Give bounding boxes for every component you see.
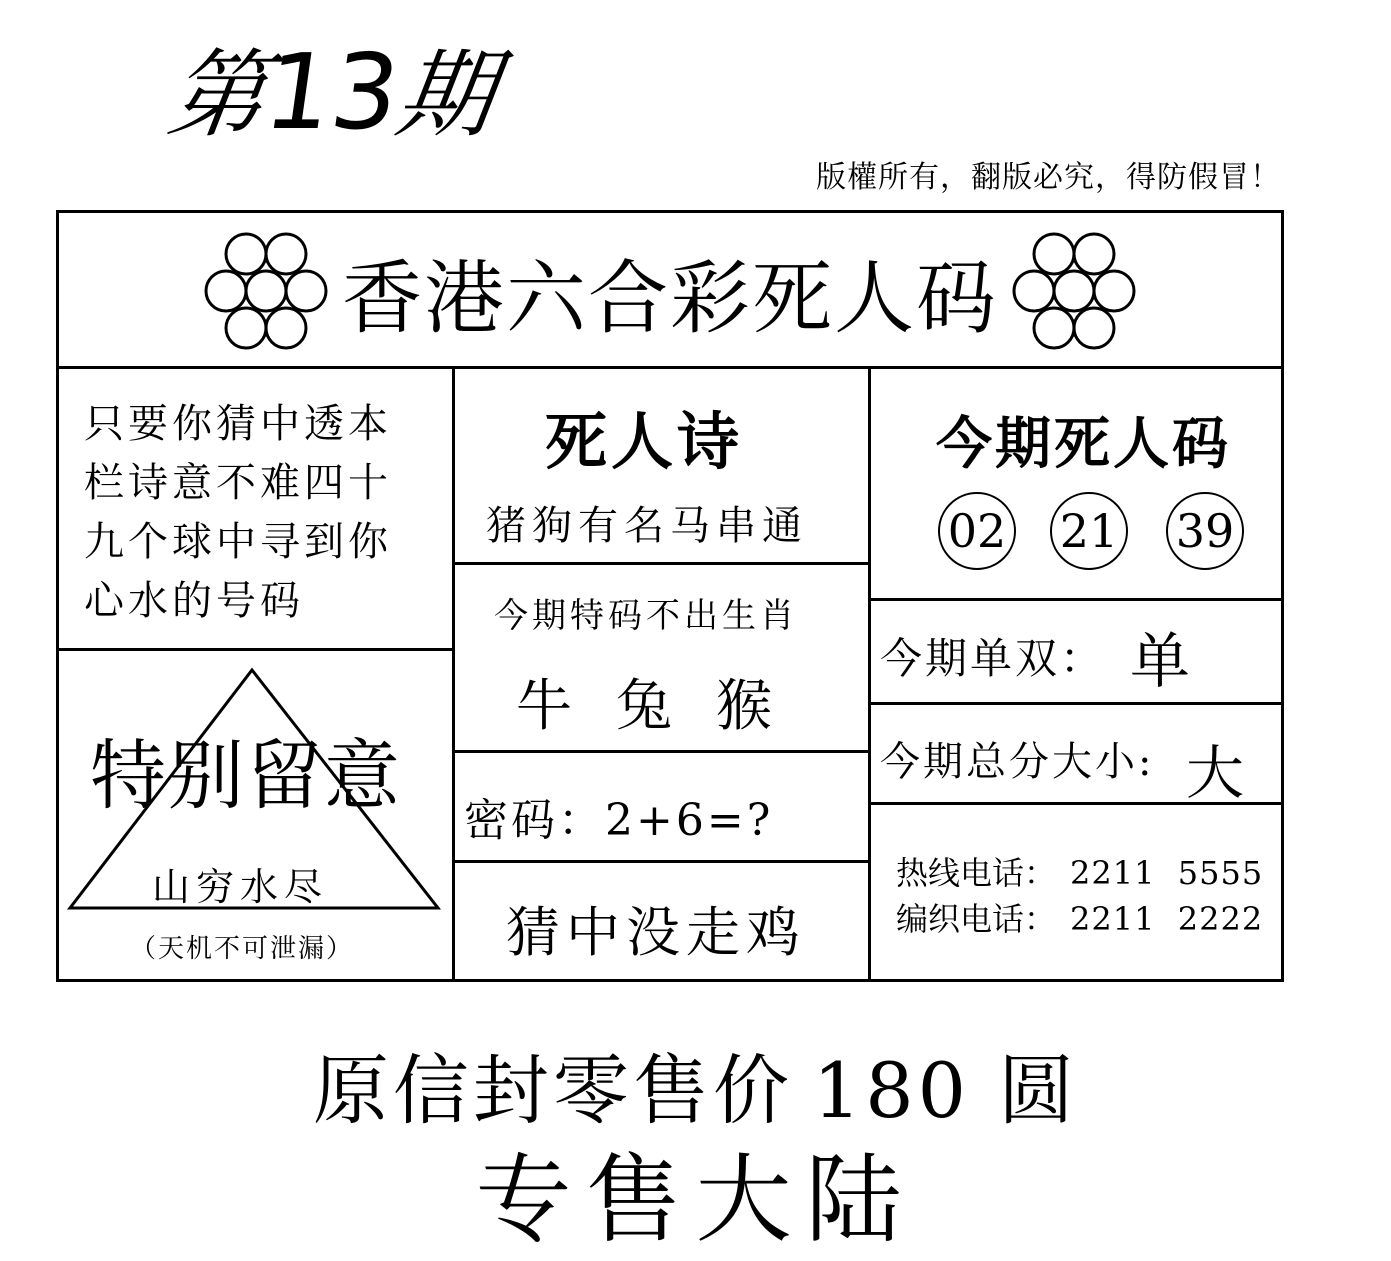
zodiac-label: 今期特码不出生肖 <box>494 596 798 636</box>
issue-number: 13 <box>257 31 407 153</box>
hotline-number: 2211 5555 <box>1070 854 1264 892</box>
banner-title-row <box>56 226 1284 356</box>
special-subtitle: 山穷水尽 <box>152 865 329 909</box>
zodiac-value-3: 猴 <box>716 674 772 739</box>
issue-prefix: 第 <box>161 39 274 151</box>
guess-line: 猜中没走鸡 <box>506 901 806 964</box>
price-text: 原信封零售价 <box>312 1046 793 1135</box>
region-line: 专售大陆 <box>475 1144 916 1256</box>
zodiac-values <box>516 662 816 742</box>
editor-number: 2211 2222 <box>1070 900 1264 938</box>
divider-mid-3 <box>455 860 868 863</box>
divider-right-1 <box>871 598 1284 601</box>
poem-title: 死人诗 <box>545 405 744 478</box>
left-poem-line-1: 只要你猜中透本 <box>84 401 392 447</box>
divider-left-mid <box>56 648 452 651</box>
left-poem-line-4: 心水的号码 <box>84 578 304 624</box>
poem-line: 猪狗有名马串通 <box>486 503 808 549</box>
left-poem-line-3: 九个球中寻到你 <box>84 519 392 565</box>
editor-row <box>896 896 1263 942</box>
copyright-notice: 版權所有，翻版必究，得防假冒！ <box>816 160 1281 195</box>
flower-left-icon <box>202 232 330 350</box>
divider-col-2 <box>868 366 871 982</box>
divider-title <box>56 366 1284 369</box>
big-small-label: 今期总分大小: <box>880 739 1155 785</box>
banner-title: 香港六合彩死人码 <box>342 251 998 345</box>
special-note: （天机不可泄漏） <box>130 934 355 964</box>
issue-heading <box>161 31 502 153</box>
divider-mid-2 <box>455 750 868 753</box>
dead-number-title: 今期死人码 <box>936 411 1231 477</box>
number-ball-1: 02 <box>938 492 1016 570</box>
issue-suffix: 期 <box>390 39 502 151</box>
code-line: 密码：2+6=? <box>464 795 774 846</box>
odd-even-value: 单 <box>1130 627 1190 697</box>
number-ball-2: 21 <box>1050 492 1128 570</box>
left-poem-line-2: 栏诗意不难四十 <box>84 460 392 506</box>
zodiac-value-1: 牛 <box>516 674 572 739</box>
left-poem <box>84 395 434 631</box>
zodiac-value-2: 兔 <box>616 674 672 739</box>
special-title: 特别留意 <box>90 731 402 820</box>
editor-label: 编织电话： <box>896 900 1057 938</box>
price-amount: 180 圆 <box>812 1046 1079 1135</box>
divider-col-1 <box>452 366 455 982</box>
phone-block <box>896 850 1263 942</box>
divider-right-2 <box>871 702 1284 705</box>
divider-mid-1 <box>455 562 868 565</box>
hotline-row <box>896 850 1263 896</box>
price-line <box>0 1030 1391 1139</box>
odd-even-label: 今期单双： <box>880 634 1106 683</box>
number-ball-3: 39 <box>1166 492 1244 570</box>
hotline-label: 热线电话： <box>896 854 1057 892</box>
flower-right-icon <box>1010 232 1138 350</box>
big-small-value: 大 <box>1186 739 1245 807</box>
